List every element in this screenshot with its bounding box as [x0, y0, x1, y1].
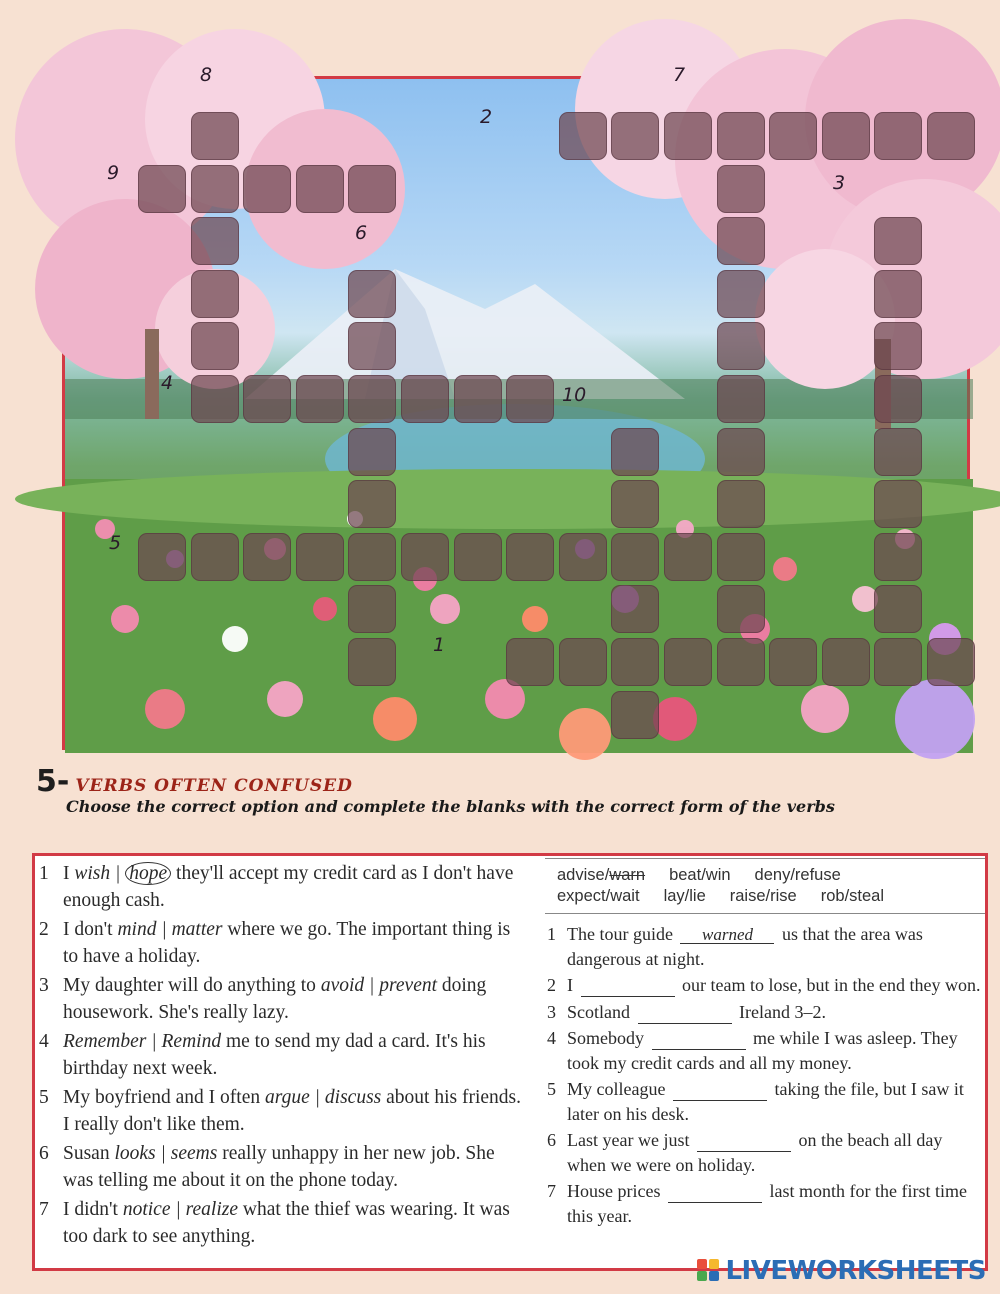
item-text-before: My colleague: [567, 1079, 670, 1099]
crossword-cell[interactable]: [454, 375, 502, 423]
word-pair: [557, 865, 645, 886]
crossword-cell[interactable]: [874, 217, 922, 265]
word-option: refuse: [794, 866, 841, 884]
crossword-cell[interactable]: [664, 638, 712, 686]
crossword-cell[interactable]: [717, 480, 765, 528]
option-separator: |: [155, 1143, 171, 1164]
crossword-cell[interactable]: [822, 112, 870, 160]
crossword-cell[interactable]: [611, 428, 659, 476]
item-text-after: us that the area was dangerous at night.: [567, 924, 923, 969]
item-number: 3: [39, 975, 49, 996]
item-text-before: I don't: [63, 919, 118, 940]
crossword-cell[interactable]: [769, 638, 817, 686]
answer-blank-input[interactable]: [673, 1080, 767, 1101]
item-text: [567, 1077, 985, 1126]
fill-blanks-column: [545, 858, 985, 1230]
fill-item: [545, 1128, 985, 1177]
item-text: [63, 972, 529, 1026]
fill-item: [545, 973, 985, 998]
item-text: [567, 973, 980, 998]
clue-number-4: 4: [161, 372, 174, 394]
crossword-cell[interactable]: [348, 165, 396, 213]
option-1[interactable]: argue: [265, 1087, 310, 1108]
item-text-after: what the thief was wearing. It was too dark to see anything.: [63, 1199, 510, 1247]
item-number: 6: [39, 1143, 49, 1164]
item-text: [63, 1140, 529, 1194]
word-separator: /: [605, 887, 611, 905]
option-1[interactable]: notice: [122, 1199, 171, 1220]
liveworksheets-logo: [697, 1256, 986, 1286]
option-1[interactable]: wish: [74, 863, 111, 884]
crossword-cell[interactable]: [348, 533, 396, 581]
item-text-after: me while I was asleep. They took my credit cards and all my money.: [567, 1028, 958, 1073]
crossword-cell[interactable]: [348, 638, 396, 686]
word-pair: [755, 865, 841, 886]
answer-blank-input[interactable]: [581, 976, 675, 997]
choose-item: [39, 860, 529, 914]
item-text-after: last month for the first time this year.: [567, 1181, 967, 1226]
item-text-before: My daughter will do anything to: [63, 975, 321, 996]
answer-blank-input[interactable]: [652, 1029, 746, 1050]
item-text: [567, 1026, 985, 1075]
crossword-cell[interactable]: [717, 375, 765, 423]
crossword-cell[interactable]: [611, 480, 659, 528]
crossword-cell[interactable]: [664, 112, 712, 160]
crossword-cell[interactable]: [874, 533, 922, 581]
word-option: expect: [557, 887, 606, 905]
item-text-before: I didn't: [63, 1199, 123, 1220]
item-text-after: doing housework. She's really lazy.: [63, 975, 487, 1023]
word-pair: [821, 886, 884, 907]
crossword-cell[interactable]: [874, 112, 922, 160]
word-pair: [669, 865, 730, 886]
choose-item: [39, 916, 529, 970]
choose-item: [39, 1084, 529, 1138]
crossword-cell[interactable]: [191, 322, 239, 370]
word-option: raise: [729, 887, 766, 905]
option-2[interactable]: discuss: [324, 1087, 382, 1108]
crossword-cell[interactable]: [559, 112, 607, 160]
word-option: wait: [610, 887, 640, 905]
fill-item: [545, 1026, 985, 1075]
crossword-cell[interactable]: [822, 638, 870, 686]
crossword-cell[interactable]: [717, 322, 765, 370]
item-number: 7: [547, 1181, 556, 1201]
word-box-row: [557, 865, 985, 886]
item-text: [63, 860, 529, 914]
item-text-before: Scotland: [567, 1001, 635, 1022]
clue-number-1: 1: [433, 634, 446, 656]
crossword-cell[interactable]: [717, 585, 765, 633]
option-separator: |: [146, 1031, 162, 1052]
clue-number-5: 5: [109, 532, 122, 554]
crossword-cell[interactable]: [559, 638, 607, 686]
item-number: 1: [547, 924, 556, 944]
word-option: advise: [557, 866, 605, 884]
clue-number-9: 9: [107, 162, 120, 184]
crossword-cell[interactable]: [191, 217, 239, 265]
crossword-cell[interactable]: [611, 533, 659, 581]
crossword-panel: [62, 64, 970, 750]
crossword-cell[interactable]: [506, 533, 554, 581]
crossword-cell[interactable]: [191, 270, 239, 318]
crossword-cell[interactable]: [927, 638, 975, 686]
option-separator: |: [364, 975, 380, 996]
clue-number-3: 3: [833, 172, 846, 194]
crossword-cell[interactable]: [717, 533, 765, 581]
crossword-cell[interactable]: [559, 533, 607, 581]
item-number: 1: [39, 863, 49, 884]
answer-blank-input[interactable]: [697, 1131, 791, 1152]
clue-number-8: 8: [200, 64, 213, 86]
crossword-cell[interactable]: [243, 533, 291, 581]
word-option: beat: [669, 866, 702, 884]
crossword-cell[interactable]: [769, 112, 817, 160]
option-1[interactable]: mind: [117, 919, 157, 940]
choose-item: [39, 1028, 529, 1082]
option-2[interactable]: seems: [170, 1143, 218, 1164]
crossword-cell[interactable]: [874, 322, 922, 370]
item-number: 3: [547, 1001, 556, 1022]
crossword-cell[interactable]: [874, 638, 922, 686]
crossword-cell[interactable]: [138, 165, 186, 213]
item-number: 7: [39, 1199, 49, 1220]
item-text-after: taking the file, but I saw it later on his desk.: [567, 1079, 964, 1124]
crossword-cell[interactable]: [927, 112, 975, 160]
item-number: 6: [547, 1130, 556, 1150]
fill-item: [545, 1000, 985, 1025]
crossword-cell[interactable]: [191, 375, 239, 423]
fill-item: [545, 922, 985, 971]
crossword-cell[interactable]: [348, 270, 396, 318]
word-option: warn: [609, 866, 646, 884]
option-1[interactable]: avoid: [320, 975, 365, 996]
crossword-cell[interactable]: [506, 638, 554, 686]
word-separator: /: [604, 866, 610, 884]
item-text: [567, 1179, 985, 1228]
option-separator: |: [110, 863, 126, 884]
option-2[interactable]: prevent: [379, 975, 438, 996]
exercise-panel: [32, 853, 988, 1271]
crossword-cell[interactable]: [611, 638, 659, 686]
item-text-before: Last year we just: [567, 1130, 694, 1150]
item-text-after: about his friends. I really don't like them.: [63, 1087, 521, 1135]
word-option: lie: [689, 887, 706, 905]
clue-number-10: 10: [562, 384, 587, 406]
word-option: rise: [770, 887, 797, 905]
crossword-cell[interactable]: [717, 217, 765, 265]
item-text-before: The tour guide: [567, 924, 678, 944]
item-text-after: where we go. The important thing is to have a holiday.: [63, 919, 511, 967]
crossword-cell[interactable]: [348, 585, 396, 633]
option-1[interactable]: Remember: [63, 1031, 147, 1052]
word-separator: /: [765, 887, 771, 905]
choose-item: [39, 1196, 529, 1250]
crossword-cell[interactable]: [506, 375, 554, 423]
section-title: [36, 764, 353, 799]
section-heading: VERBS OFTEN CONFUSED: [75, 776, 353, 796]
crossword-cell[interactable]: [717, 428, 765, 476]
option-2[interactable]: matter: [171, 919, 223, 940]
item-text-before: My boyfriend and I often: [63, 1087, 265, 1108]
item-number: 2: [547, 975, 556, 995]
liveworksheets-logo-icon: [697, 1259, 721, 1283]
crossword-cell[interactable]: [874, 428, 922, 476]
word-option: rob: [820, 887, 845, 905]
option-2[interactable]: Remind: [161, 1031, 222, 1052]
option-separator: |: [309, 1087, 325, 1108]
option-separator: |: [156, 919, 172, 940]
item-text-before: Susan: [63, 1143, 115, 1164]
crossword-cell[interactable]: [138, 533, 186, 581]
item-text: [63, 1196, 529, 1250]
fill-blanks-list: [545, 922, 985, 1228]
crossword-cell[interactable]: [401, 533, 449, 581]
section-instruction: Choose the correct option and complete the blanks with the correct form of the verbs: [66, 797, 835, 816]
option-2[interactable]: realize: [185, 1199, 238, 1220]
crossword-cell[interactable]: [191, 165, 239, 213]
crossword-cell[interactable]: [401, 375, 449, 423]
crossword-cell[interactable]: [717, 270, 765, 318]
item-text: [63, 1084, 529, 1138]
answer-blank-input[interactable]: [638, 1003, 732, 1024]
item-text-after: on the beach all day when we were on holiday.: [567, 1130, 943, 1175]
crossword-cell[interactable]: [874, 480, 922, 528]
clue-number-7: 7: [673, 64, 686, 86]
crossword-cell[interactable]: [611, 585, 659, 633]
option-2[interactable]: hope: [125, 862, 171, 885]
item-number: 4: [39, 1031, 49, 1052]
item-text: [63, 1028, 529, 1082]
word-pair: [664, 886, 706, 907]
crossword-cell[interactable]: [191, 533, 239, 581]
word-option: lay: [663, 887, 685, 905]
crossword-cell[interactable]: [191, 112, 239, 160]
item-text: [567, 1128, 985, 1177]
crossword-cell[interactable]: [874, 375, 922, 423]
option-separator: |: [170, 1199, 186, 1220]
word-box-row: [557, 886, 985, 907]
answer-blank-input[interactable]: [668, 1182, 762, 1203]
crossword-cell[interactable]: [874, 270, 922, 318]
word-separator: /: [844, 887, 850, 905]
section-number: 5-: [36, 764, 70, 799]
crossword-cell[interactable]: [348, 428, 396, 476]
word-option: win: [705, 866, 731, 884]
item-text-after: Ireland 3–2.: [734, 1001, 826, 1022]
crossword-cell[interactable]: [874, 585, 922, 633]
option-1[interactable]: looks: [114, 1143, 156, 1164]
word-separator: /: [701, 866, 706, 884]
crossword-cell[interactable]: [611, 691, 659, 739]
crossword-cell[interactable]: [611, 112, 659, 160]
item-number: 5: [39, 1087, 49, 1108]
choose-item: [39, 1140, 529, 1194]
item-text: [567, 922, 985, 971]
item-number: 4: [547, 1028, 556, 1048]
crossword-cell[interactable]: [296, 165, 344, 213]
crossword-cell[interactable]: [348, 322, 396, 370]
word-separator: /: [790, 866, 795, 884]
word-pair: [557, 886, 640, 907]
fill-item: [545, 1077, 985, 1126]
item-text-after: really unhappy in her new job. She was telling me about it on the phone today.: [63, 1143, 495, 1191]
crossword-cell[interactable]: [717, 165, 765, 213]
item-text-before: I: [63, 863, 75, 884]
crossword-cell[interactable]: [454, 533, 502, 581]
choose-option-list: [39, 860, 529, 1252]
item-number: 2: [39, 919, 49, 940]
crossword-cell[interactable]: [243, 165, 291, 213]
crossword-cell[interactable]: [348, 375, 396, 423]
example-answer: warned: [680, 926, 774, 944]
crossword-cell[interactable]: [664, 533, 712, 581]
crossword-cell[interactable]: [717, 112, 765, 160]
fill-item: [545, 1179, 985, 1228]
liveworksheets-logo-text: LIVEWORKSHEETS: [725, 1256, 986, 1286]
item-text-after: our team to lose, but in the end they won.: [677, 975, 981, 995]
item-text-after: they'll accept my credit card as I don't have enough cash.: [63, 863, 514, 911]
word-pair: [730, 886, 797, 907]
crossword-cell[interactable]: [296, 533, 344, 581]
item-number: 5: [547, 1079, 556, 1099]
item-text-after: me to send my dad a card. It's his birthday next week.: [63, 1031, 486, 1079]
word-option: deny: [754, 866, 791, 884]
crossword-cell[interactable]: [243, 375, 291, 423]
crossword-cell[interactable]: [717, 638, 765, 686]
crossword-cell[interactable]: [296, 375, 344, 423]
crossword-cell[interactable]: [348, 480, 396, 528]
item-text-before: House prices: [567, 1181, 665, 1201]
item-text-before: I: [567, 975, 578, 995]
item-text: [567, 1000, 826, 1025]
word-separator: /: [684, 887, 690, 905]
clue-number-2: 2: [480, 106, 493, 128]
clue-number-6: 6: [355, 222, 368, 244]
word-option: steal: [849, 887, 885, 905]
item-text-before: Somebody: [567, 1028, 649, 1048]
word-box: [545, 858, 985, 914]
choose-item: [39, 972, 529, 1026]
item-text: [63, 916, 529, 970]
